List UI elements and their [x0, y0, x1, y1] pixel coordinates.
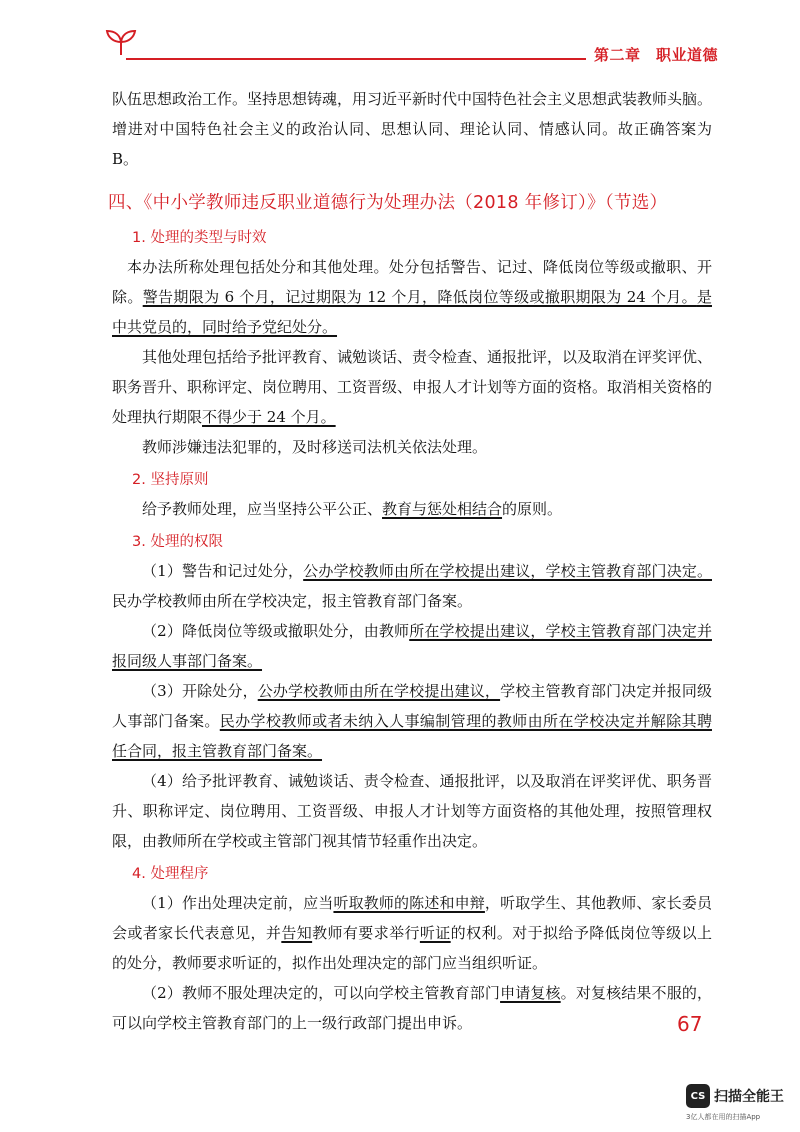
text: ，听取学生、其他教师、家长委员会或者家长代表意见，并	[112, 894, 712, 942]
paragraph	[112, 616, 712, 676]
chapter-title: 第二章 职业道德	[594, 46, 719, 64]
page-content	[108, 84, 713, 1038]
underlined-text: 听取教师的陈述和申辩	[333, 894, 485, 912]
text: （1）作出处理决定前，应当	[142, 894, 334, 912]
text: 教师有要求举行	[312, 924, 420, 942]
section-title: 四、《中小学教师违反职业道德行为处理办法（2018 年修订）》（节选）	[108, 193, 668, 213]
watermark-tagline: 3亿人都在用的扫描App	[686, 1113, 761, 1121]
text: （1）警告和记过处分，	[142, 562, 304, 580]
underlined-text: 所在学校提出建议，学校主管教育部门决定并报同级人事部门备案。	[112, 622, 712, 670]
text: 。对复核结果不服的，可以向学校主管教育部门的上一级行政部门提出申诉。	[112, 984, 712, 1032]
text: 本办法所称处理包括处分和其他处理。处分包括警告、记过、降低岗位等级或撤职、开除。	[112, 258, 712, 306]
underlined-text: 是中共党员的，同时给予党纪处分。	[112, 288, 712, 336]
underlined-text: 听证	[419, 924, 451, 942]
intro-paragraph: 队伍思想政治工作。坚持思想铸魂，用习近平新时代中国特色社会主义思想武装教师头脑。增进对中国特色社会主义的政治认同、思想认同、理论认同、情感认同。故正确答案为 B。	[112, 90, 713, 168]
text: 其他处理包括给予批评教育、诫勉谈话、责令检查、通报批评，以及取消在评奖评优、职务晋升、职称评定、岗位聘用、工资晋级、申报人才计划等方面的资格。取消相关资格的处理执行期限	[112, 348, 713, 426]
underlined-text: 公办学校教师由所在学校提出建议，学校主管教育部门决定。	[303, 562, 712, 580]
header-rule	[126, 58, 586, 60]
subheading-principle: 2. 坚持原则	[132, 472, 209, 488]
paragraph	[112, 888, 712, 978]
paragraph	[112, 676, 712, 766]
text: （3）开除处分，	[142, 682, 258, 700]
scanner-watermark	[686, 1084, 796, 1124]
paragraph: （4）给予批评教育、诫勉谈话、责令检查、通报批评，以及取消在评奖评优、职务晋升、职称评定、岗位聘用、工资晋级、申报人才计划等方面资格的其他处理，按照管理权限，由教师所在学校或主管部门视其情节轻重作出决定。	[112, 772, 712, 850]
underlined-text: 民办学校教师或者未纳入人事编制管理的教师由所在学校决定并解除其聘任合同，报主管教育部门备案。	[112, 712, 712, 760]
paragraph: 教师涉嫌违法犯罪的，及时移送司法机关依法处理。	[142, 438, 488, 456]
page-number: 67	[677, 1012, 703, 1036]
subheading-type-and-term: 1. 处理的类型与时效	[132, 230, 267, 246]
subheading-procedure: 4. 处理程序	[132, 866, 209, 882]
watermark-app-name: 扫描全能王	[714, 1089, 784, 1105]
sprout-icon	[104, 30, 138, 56]
paragraph	[112, 342, 712, 432]
text: 的原则。	[502, 500, 563, 518]
paragraph	[112, 252, 712, 342]
underlined-text: 教育与惩处相结合	[382, 500, 503, 518]
paragraph	[112, 556, 712, 616]
underlined-text: 不得少于 24 个月。	[202, 408, 336, 426]
underlined-text: 警告期限为 6 个月，记过期限为 12 个月，降低岗位等级或撤职期限为 24 个月。	[142, 288, 697, 306]
paragraph	[112, 494, 712, 524]
subheading-authority: 3. 处理的权限	[132, 534, 223, 550]
paragraph	[112, 978, 712, 1038]
text: （2）教师不服处理决定的，可以向学校主管教育部门	[142, 984, 501, 1002]
text: 的权利。对于拟给予降低岗位等级以上的处分，教师要求听证的，拟作出处理决定的部门应当组织听证。	[112, 924, 712, 972]
underlined-text: 公办学校教师由所在学校提出建议，	[257, 682, 501, 700]
scanner-logo-icon: CS	[686, 1084, 710, 1108]
underlined-text: 申请复核	[500, 984, 561, 1002]
text: （2）降低岗位等级或撤职处分，由教师	[142, 622, 410, 640]
text: 给予教师处理，应当坚持公平公正、	[142, 500, 383, 518]
text: 学校主管教育部门决定并报同级人事部门备案。	[112, 682, 712, 730]
underlined-text: 告知	[281, 924, 313, 942]
text: 民办学校教师由所在学校决定，报主管教育部门备案。	[112, 592, 473, 610]
